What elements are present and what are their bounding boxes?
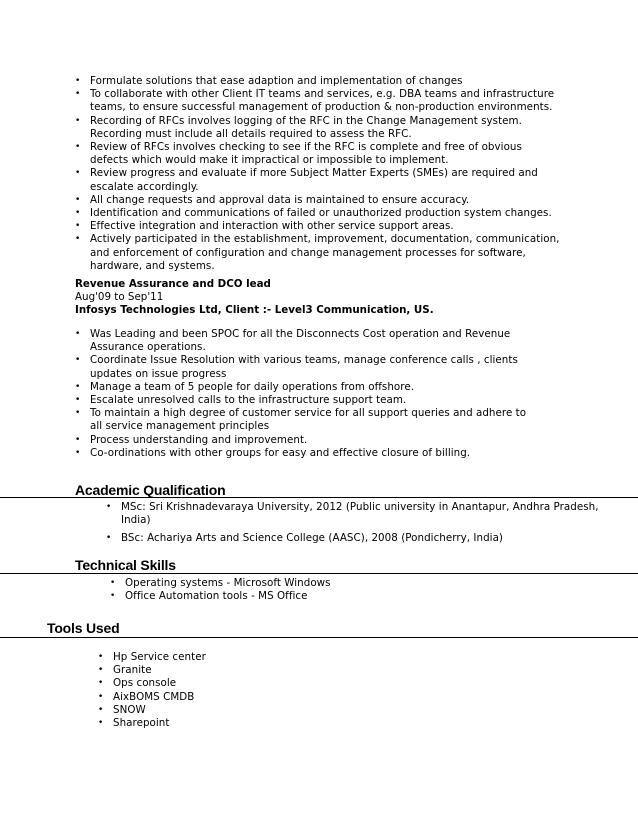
section-divider bbox=[0, 573, 638, 574]
bullet-icon: • bbox=[98, 652, 104, 662]
job-dates: Aug'09 to Sep'11 bbox=[75, 291, 164, 303]
job-company: Infosys Technologies Ltd, Client :- Level3 Communication, US. bbox=[75, 304, 434, 316]
list-item: • Office Automation tools - MS Office bbox=[110, 590, 308, 603]
academic-qualification-heading: Academic Qualification bbox=[75, 482, 226, 498]
bullet-icon: • bbox=[98, 691, 104, 702]
list-item: • Co-ordinations with other groups for easy and effective closure of billing. bbox=[75, 446, 471, 459]
bullet-icon: • bbox=[75, 329, 81, 339]
job-title: Revenue Assurance and DCO lead bbox=[75, 278, 271, 290]
bullet-icon: • bbox=[75, 355, 81, 366]
bullet-icon: • bbox=[75, 381, 81, 392]
section-divider bbox=[0, 497, 638, 498]
bullet-icon: • bbox=[75, 434, 81, 445]
list-item: • MSc: Sri Krishnadevaraya University, 2012 (Public university in Anantapur, Andhra Pradesh, India) bbox=[106, 501, 599, 526]
bullet-icon: • bbox=[75, 168, 81, 179]
list-item: • Operating systems - Microsoft Windows bbox=[110, 577, 331, 589]
technical-skills-list bbox=[110, 577, 525, 603]
bullet-icon: • bbox=[106, 533, 112, 543]
list-item: • Recording of RFCs involves logging of the RFC in the Change Management system. Recording must include all details required to assess the RFC. bbox=[75, 114, 522, 140]
list-item: • SNOW bbox=[98, 703, 146, 716]
list-item: • Sharepoint bbox=[98, 717, 170, 730]
list-item: • Review progress and evaluate if more Subject Matter Experts (SMEs) are required and escalate accordingly. bbox=[75, 167, 538, 193]
change-management-duties-list bbox=[75, 75, 560, 273]
list-item: • Coordinate Issue Resolution with various teams, manage conference calls , clients updates on issue progress bbox=[75, 354, 518, 380]
list-item: • BSc: Achariya Arts and Science College (AASC), 2008 (Pondicherry, India) bbox=[106, 532, 504, 544]
revenue-assurance-duties-list bbox=[75, 328, 530, 460]
list-item: • Escalate unresolved calls to the infrastructure support team. bbox=[75, 394, 407, 407]
bullet-icon: • bbox=[75, 208, 81, 219]
bullet-icon: • bbox=[75, 408, 81, 419]
bullet-icon: • bbox=[75, 234, 81, 245]
list-item: • Was Leading and been SPOC for all the Disconnects Cost operation and Revenue Assurance operations. bbox=[75, 328, 511, 354]
bullet-icon: • bbox=[98, 704, 104, 715]
section-divider bbox=[0, 637, 638, 638]
bullet-icon: • bbox=[98, 665, 104, 676]
list-item: • Hp Service center bbox=[98, 651, 206, 663]
list-item: • Manage a team of 5 people for daily operations from offshore. bbox=[75, 380, 415, 393]
list-item: • To collaborate with other Client IT teams and services, e.g. DBA teams and infrastructure teams, to ensure successful management of production & non-production environments. bbox=[75, 88, 555, 114]
tools-used-list bbox=[98, 651, 413, 730]
list-item: • Granite bbox=[98, 664, 152, 677]
list-item: • AixBOMS CMDB bbox=[98, 690, 195, 703]
list-item: • Review of RFCs involves checking to see if the RFC is complete and free of obvious defects which would make it impractical or impossible to implement. bbox=[75, 141, 522, 167]
list-item: • Identification and communications of failed or unauthorized production system changes. bbox=[75, 207, 552, 220]
technical-skills-heading: Technical Skills bbox=[75, 557, 176, 573]
list-item: • Process understanding and improvement. bbox=[75, 433, 308, 446]
bullet-icon: • bbox=[75, 395, 81, 406]
academic-qualification-list bbox=[106, 501, 611, 545]
bullet-icon: • bbox=[75, 194, 81, 205]
bullet-icon: • bbox=[75, 447, 81, 458]
bullet-icon: • bbox=[75, 221, 81, 232]
tools-used-heading: Tools Used bbox=[47, 620, 120, 636]
list-item: • All change requests and approval data is maintained to ensure accuracy. bbox=[75, 193, 470, 206]
bullet-icon: • bbox=[110, 578, 116, 588]
bullet-icon: • bbox=[75, 89, 81, 100]
list-item: • Formulate solutions that ease adaption and implementation of changes bbox=[75, 75, 463, 87]
bullet-icon: • bbox=[75, 142, 81, 153]
list-item: • Actively participated in the establishment, improvement, documentation, communication, and enforcement of configuration and change management processes for software, hardware, and systems. bbox=[75, 233, 560, 272]
list-item: • Effective integration and interaction with other service support areas. bbox=[75, 220, 454, 233]
list-item: • To maintain a high degree of customer service for all support queries and adhere to all service management principles bbox=[75, 407, 527, 433]
bullet-icon: • bbox=[106, 502, 112, 512]
bullet-icon: • bbox=[110, 591, 116, 602]
list-item: • Ops console bbox=[98, 677, 177, 690]
bullet-icon: • bbox=[75, 76, 81, 86]
bullet-icon: • bbox=[75, 115, 81, 126]
bullet-icon: • bbox=[98, 718, 104, 729]
bullet-icon: • bbox=[98, 678, 104, 689]
